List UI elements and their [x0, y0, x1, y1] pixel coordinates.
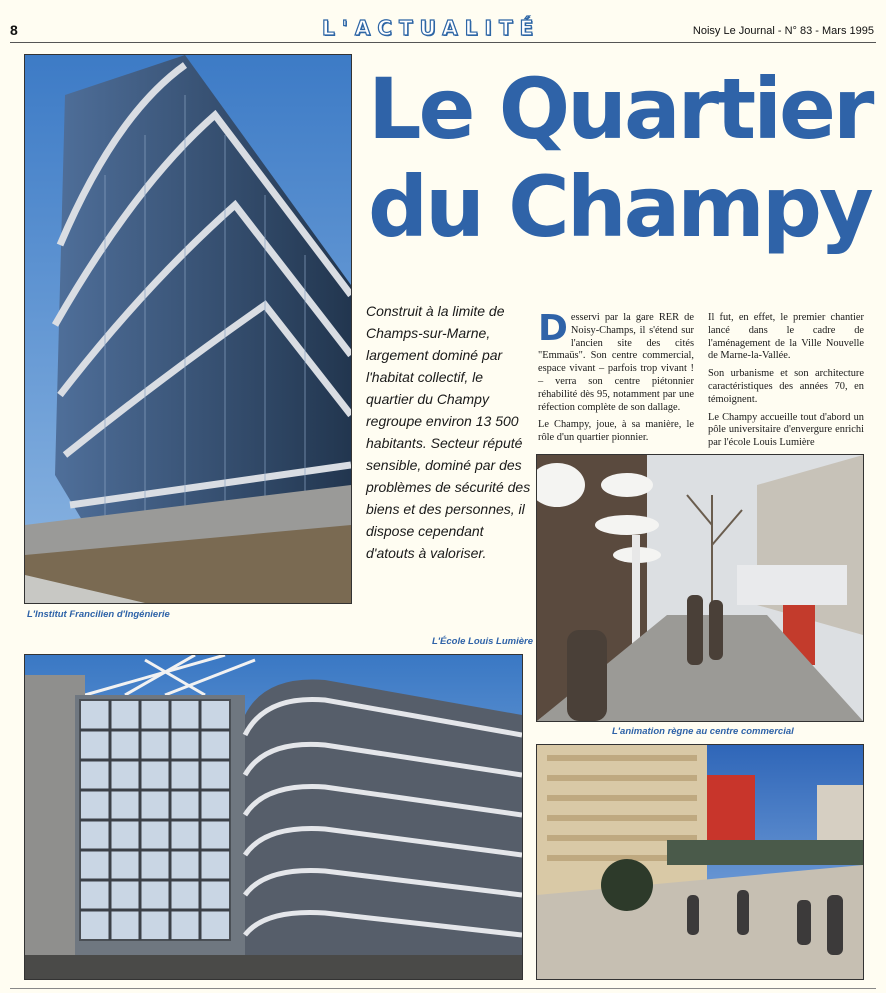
drop-cap: D: [538, 308, 568, 349]
photo-institut-francilien: [24, 54, 352, 604]
headline-line-2: du Champy: [368, 158, 871, 256]
photo-ecole-louis-lumiere: [24, 654, 523, 980]
issue-info: Noisy Le Journal - N° 83 - Mars 1995: [692, 25, 874, 37]
headline: [368, 60, 878, 256]
lead-paragraph: Construit à la limite de Champs-sur-Marne, largement dominé par l'habitat collectif, le quartier du Champy regroupe environ 13 500 habitants. Secteur réputé sensible, dominé par des problèmes de sécurité des biens et des personnes, il dispose cependant d'atouts à valoriser.: [366, 303, 531, 561]
body-paragraph: Le Champy accueille tout d'abord un pôle universitaire d'envergure enrichi par l'école Louis Lumière: [708, 411, 864, 449]
body-column-1: [538, 308, 694, 450]
footer-rule: [10, 988, 876, 989]
header-rule: [10, 42, 876, 43]
body-paragraph: Le Champy, joue, à sa manière, le rôle d'un quartier pionnier.: [538, 419, 694, 444]
caption-centre-commercial: L'animation règne au centre commercial: [612, 726, 794, 737]
body-paragraph: Il fut, en effet, le premier chantier lancé dans le cadre de l'aménagement de la Ville Nouvelle de Marne-la-Vallée.: [708, 312, 864, 362]
body-paragraph: esservi par la gare RER de Noisy-Champs, il s'étend sur l'ancien site des cités "Emmaüs". Son centre commercial, espace vivant – parfois trop vivant ! – verra son centre piétonnier réhabilité dès 95, notamment par une réfection complète de son dallage.: [538, 312, 694, 413]
headline-line-1: Le Quartier: [368, 60, 872, 158]
page-number: 8: [10, 22, 18, 38]
caption-ecole: L'École Louis Lumière: [432, 636, 533, 647]
body-column-2: [708, 312, 864, 455]
caption-institut: L'Institut Francilien d'Ingénierie: [27, 609, 170, 620]
body-paragraph: Son urbanisme et son architecture caractéristiques des années 70, en témoignent.: [708, 368, 864, 405]
section-title: L'ACTUALITÉ: [322, 16, 541, 40]
photo-quartier-place: [536, 744, 864, 980]
photo-centre-commercial: [536, 454, 864, 722]
